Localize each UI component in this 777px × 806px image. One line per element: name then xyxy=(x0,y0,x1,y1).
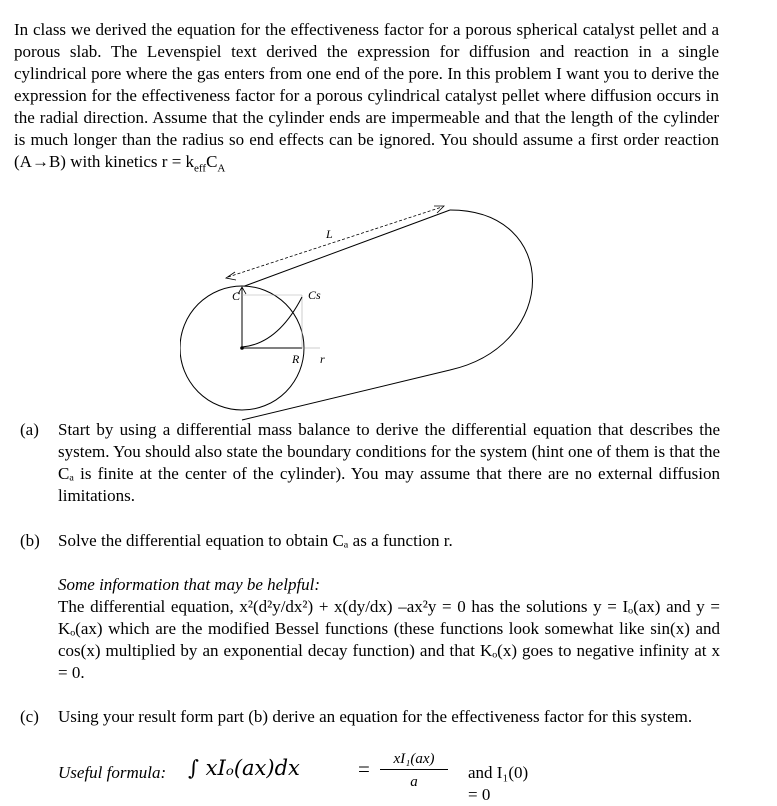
intro-concentration: C xyxy=(206,152,218,171)
part-a-label: (a) xyxy=(20,420,39,439)
part-c-label: (c) xyxy=(20,707,39,726)
part-a xyxy=(20,419,720,507)
part-c-text: Using your result form part (b) derive an equation for the effectiveness factor for this system. xyxy=(58,707,693,726)
part-b-label: (b) xyxy=(20,531,40,550)
formula-label: Useful formula: xyxy=(58,763,167,782)
label-R: R xyxy=(292,352,300,366)
formula-denominator: a xyxy=(410,774,418,790)
label-r: r xyxy=(320,352,325,366)
formula-integral: ∫ xIₒ(ax)dx xyxy=(188,756,300,780)
helpful-info-text: The differential equation, x²(d²y/dx²) + x(dy/dx) –ax²y = 0 has the solutions y = Iₒ(ax) and y = Kₒ(ax) which are the modified Bessel functions (these functions look somewhat like sin(x) and cos(x) multiplied by an exponential decay function) and that Kₒ(x) goes to negative infinity at x = 0. xyxy=(58,597,720,682)
part-b xyxy=(20,530,720,552)
part-c xyxy=(20,706,720,728)
k-subscript: eff xyxy=(194,162,207,175)
cylinder-top-edge xyxy=(242,210,450,287)
formula-numerator: xI₁(ax) xyxy=(380,750,448,770)
intro-text: In class we derived the equation for the effectiveness factor for a porous spherical catalyst pellet and a porous slab. The Levenspiel text derived the expression for diffusion and reaction in a single cylindrical pore where the gas enters from one end of the pore. In this problem I want you to derive the expression for the effectiveness factor for a porous cylindrical catalyst pellet where diffusion occurs in the radial direction. Assume that the cylinder ends are impermeable and that the length of the cylinder is much longer than the radius so end effects can be ignored. You should assume a first order reaction (A→B) with kinetics r = k xyxy=(14,20,719,171)
helpful-info xyxy=(58,574,720,684)
useful-formula xyxy=(58,750,538,804)
part-a-text: Start by using a differential mass balance to derive the differential equation that describes the system. You should also state the boundary conditions for the system (hint one of them is that the Cₐ is finite at the center of the cylinder). You may assume that there are no external diffusion limitations. xyxy=(58,420,720,505)
part-b-text: Solve the differential equation to obtain Cₐ as a function r. xyxy=(58,531,453,550)
label-L: L xyxy=(326,227,333,241)
formula-fraction xyxy=(380,750,448,791)
label-C: C xyxy=(232,289,241,303)
length-arrow xyxy=(228,207,442,277)
cylinder-figure xyxy=(180,195,540,425)
formula-equals: = xyxy=(358,757,370,781)
label-Cs: Cs xyxy=(308,288,321,302)
problem-intro xyxy=(14,19,719,173)
cylinder-far-end xyxy=(450,210,533,370)
helpful-info-title: Some information that may be helpful: xyxy=(58,575,321,594)
formula-condition: and I₁(0) = 0 xyxy=(468,763,529,804)
concentration-subscript: A xyxy=(217,162,226,175)
